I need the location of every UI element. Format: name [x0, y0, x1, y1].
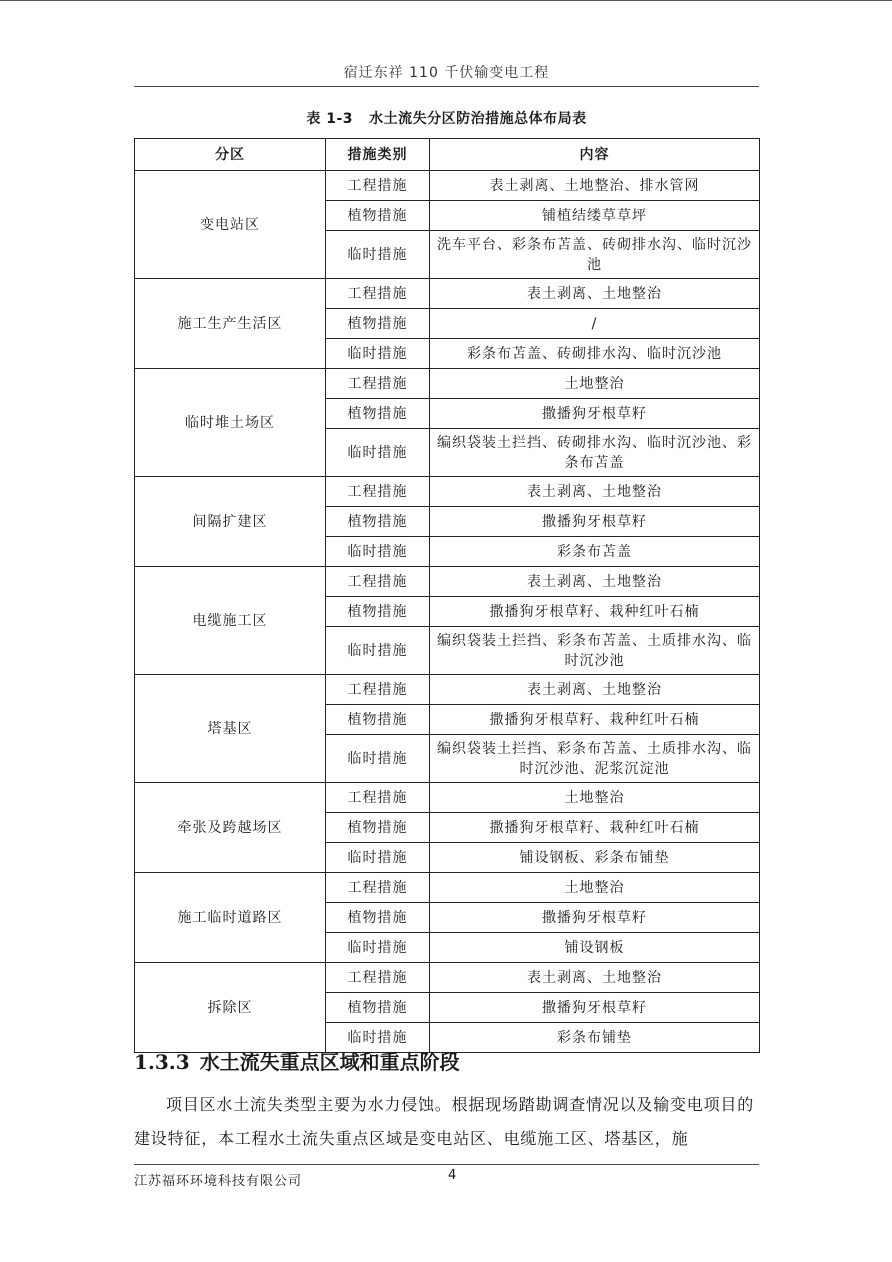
category-cell: 工程措施 [326, 963, 430, 993]
table-row [135, 477, 760, 507]
table-row [135, 567, 760, 597]
table-row [135, 279, 760, 309]
table-row [135, 873, 760, 903]
table-row [135, 675, 760, 705]
measures-table [134, 138, 760, 1053]
content-cell: 土地整治 [430, 783, 760, 813]
category-cell: 临时措施 [326, 429, 430, 477]
category-cell: 工程措施 [326, 567, 430, 597]
page-header: 宿迁东祥 110 千伏输变电工程 [343, 65, 550, 81]
category-cell: 植物措施 [326, 705, 430, 735]
section-number: 1.3.3 [134, 1050, 190, 1074]
content-cell: 撒播狗牙根草籽、栽种红叶石楠 [430, 597, 760, 627]
content-cell: 表土剥离、土地整治 [430, 675, 760, 705]
content-cell: 撒播狗牙根草籽 [430, 903, 760, 933]
zone-cell: 间隔扩建区 [135, 477, 326, 567]
content-cell: 土地整治 [430, 873, 760, 903]
category-cell: 工程措施 [326, 369, 430, 399]
table-row [135, 783, 760, 813]
category-cell: 临时措施 [326, 1023, 430, 1053]
content-cell: 表土剥离、土地整治 [430, 279, 760, 309]
category-cell: 植物措施 [326, 597, 430, 627]
category-cell: 工程措施 [326, 783, 430, 813]
column-header-zone: 分区 [135, 139, 326, 171]
category-cell: 植物措施 [326, 309, 430, 339]
content-cell: 铺设钢板 [430, 933, 760, 963]
table-row [135, 171, 760, 201]
content-cell: 表土剥离、土地整治 [430, 567, 760, 597]
section-title: 水土流失重点区域和重点阶段 [199, 1050, 460, 1074]
category-cell: 临时措施 [326, 231, 430, 279]
content-cell: 土地整治 [430, 369, 760, 399]
content-cell: / [430, 309, 760, 339]
content-cell: 编织袋装土拦挡、砖砌排水沟、临时沉沙池、彩条布苫盖 [430, 429, 760, 477]
category-cell: 植物措施 [326, 201, 430, 231]
category-cell: 工程措施 [326, 873, 430, 903]
category-cell: 植物措施 [326, 507, 430, 537]
column-header-content: 内容 [430, 139, 760, 171]
zone-cell: 施工生产生活区 [135, 279, 326, 369]
category-cell: 临时措施 [326, 537, 430, 567]
footer-company: 江苏福环环境科技有限公司 [134, 1174, 303, 1189]
content-cell: 表土剥离、土地整治 [430, 477, 760, 507]
table-title: 水土流失分区防治措施总体布局表 [369, 111, 587, 127]
zone-cell: 施工临时道路区 [135, 873, 326, 963]
zone-cell: 临时堆土场区 [135, 369, 326, 477]
category-cell: 植物措施 [326, 813, 430, 843]
category-cell: 临时措施 [326, 843, 430, 873]
zone-cell: 塔基区 [135, 675, 326, 783]
page-number: 4 [448, 1168, 457, 1183]
content-cell: 洗车平台、彩条布苫盖、砖砌排水沟、临时沉沙池 [430, 231, 760, 279]
category-cell: 工程措施 [326, 477, 430, 507]
content-cell: 撒播狗牙根草籽 [430, 507, 760, 537]
zone-cell: 电缆施工区 [135, 567, 326, 675]
body-paragraph: 项目区水土流失类型主要为水力侵蚀。根据现场踏勘调查情况以及输变电项目的建设特征，本工程水土流失重点区域是变电站区、电缆施工区、塔基区，施 [134, 1095, 755, 1148]
category-cell: 工程措施 [326, 675, 430, 705]
category-cell: 临时措施 [326, 735, 430, 783]
table-row [135, 369, 760, 399]
header-rule [134, 86, 759, 87]
content-cell: 彩条布铺垫 [430, 1023, 760, 1053]
content-cell: 表土剥离、土地整治 [430, 963, 760, 993]
content-cell: 撒播狗牙根草籽、栽种红叶石楠 [430, 705, 760, 735]
category-cell: 临时措施 [326, 933, 430, 963]
page-top-border [0, 0, 892, 1]
category-cell: 临时措施 [326, 339, 430, 369]
content-cell: 表土剥离、土地整治、排水管网 [430, 171, 760, 201]
section-heading [134, 1046, 460, 1075]
content-cell: 彩条布苫盖 [430, 537, 760, 567]
category-cell: 植物措施 [326, 993, 430, 1023]
category-cell: 工程措施 [326, 279, 430, 309]
zone-cell: 牵张及跨越场区 [135, 783, 326, 873]
content-cell: 彩条布苫盖、砖砌排水沟、临时沉沙池 [430, 339, 760, 369]
table-caption [134, 108, 759, 128]
category-cell: 植物措施 [326, 903, 430, 933]
table-row [135, 963, 760, 993]
category-cell: 工程措施 [326, 171, 430, 201]
category-cell: 植物措施 [326, 399, 430, 429]
content-cell: 撒播狗牙根草籽 [430, 399, 760, 429]
category-cell: 临时措施 [326, 627, 430, 675]
content-cell: 编织袋装土拦挡、彩条布苫盖、土质排水沟、临时沉沙池、泥浆沉淀池 [430, 735, 760, 783]
footer-rule [134, 1164, 759, 1165]
content-cell: 铺植结缕草草坪 [430, 201, 760, 231]
content-cell: 撒播狗牙根草籽 [430, 993, 760, 1023]
table-number: 表 1-3 [306, 111, 354, 127]
content-cell: 撒播狗牙根草籽、栽种红叶石楠 [430, 813, 760, 843]
zone-cell: 变电站区 [135, 171, 326, 279]
table-header-row [135, 139, 760, 171]
content-cell: 铺设钢板、彩条布铺垫 [430, 843, 760, 873]
zone-cell: 拆除区 [135, 963, 326, 1053]
content-cell: 编织袋装土拦挡、彩条布苫盖、土质排水沟、临时沉沙池 [430, 627, 760, 675]
column-header-category: 措施类别 [326, 139, 430, 171]
